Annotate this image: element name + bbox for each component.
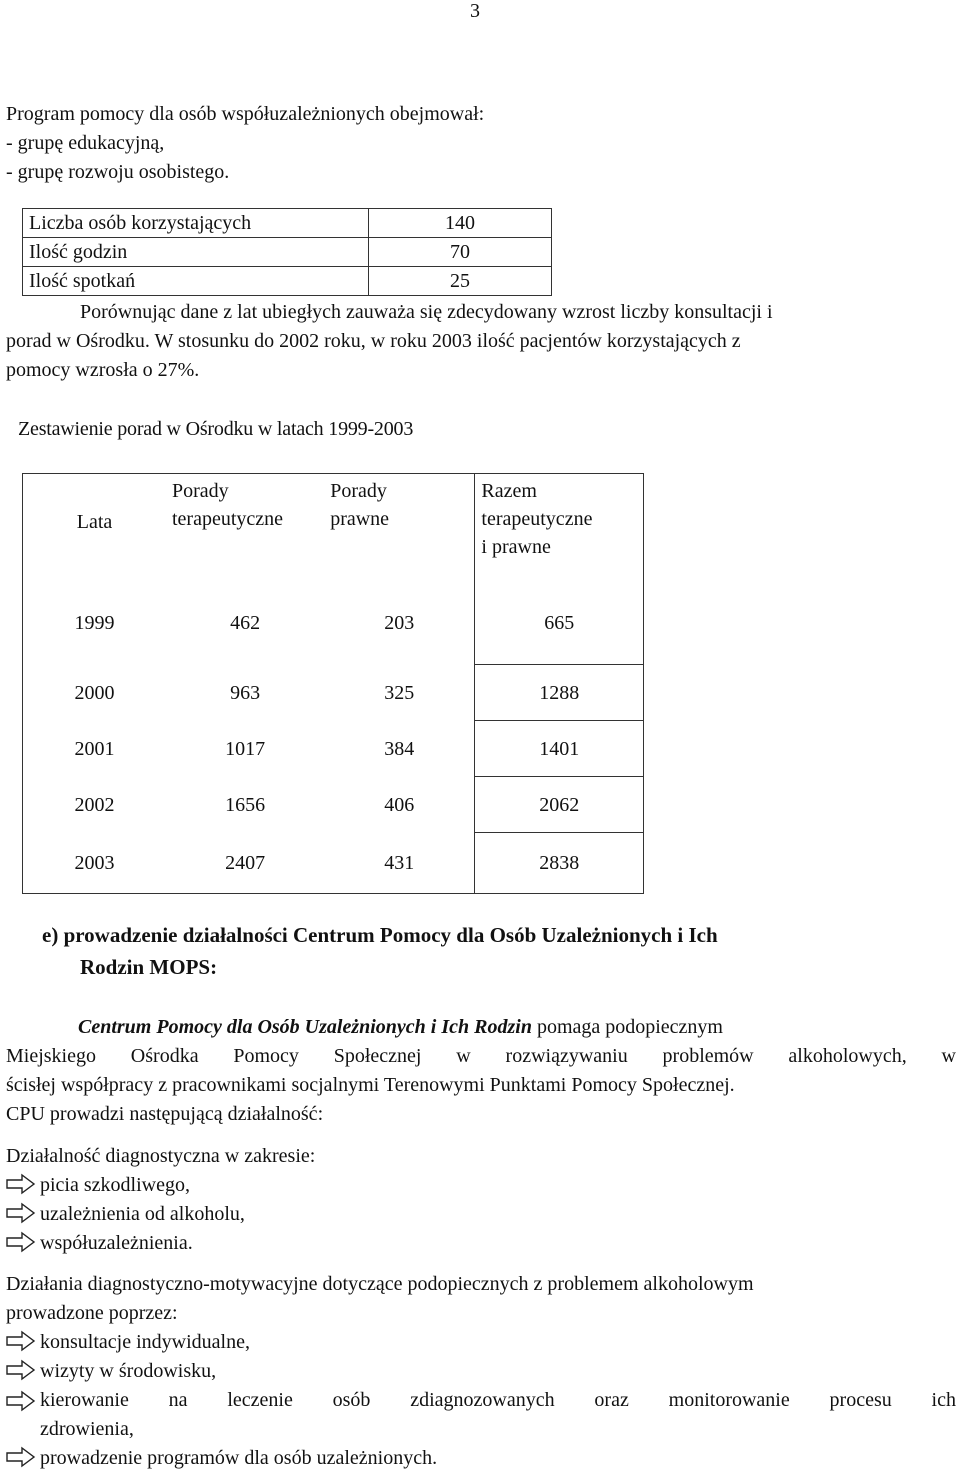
cell-year: 1999 [23, 609, 167, 665]
cell-terap: 963 [230, 681, 261, 704]
page-number: 3 [470, 0, 480, 22]
table-row [23, 665, 644, 721]
list-item-text: konsultacje indywidualne, [40, 1331, 250, 1353]
intro-line-2: - grupę edukacyjną, [6, 132, 165, 154]
cell-terap: 462 [230, 612, 261, 634]
list-item-text: kierowanie na leczenie osób zdiagnozowanych oraz monitorowanie procesu ich [40, 1389, 956, 1411]
cpu-name: Centrum Pomocy dla Osób Uzależnionych i Ich Rodzin [78, 1016, 532, 1038]
cell-prawne: 325 [384, 681, 415, 704]
program-stats-table [22, 208, 552, 296]
header-razem-line-3: i prawne [481, 536, 551, 558]
table-row [23, 833, 644, 894]
para2-line-4: CPU prowadzi następującą działalność: [6, 1103, 324, 1125]
cell-razem: 1401 [475, 721, 644, 777]
table-row [23, 267, 552, 296]
table-row [23, 609, 644, 665]
para1-line-3: pomocy wzrosła o 27%. [6, 359, 200, 381]
arrow-right-icon [6, 1446, 36, 1468]
cell-terap: 1017 [225, 737, 266, 760]
list-item-text: picia szkodliwego, [40, 1174, 190, 1196]
arrow-right-icon [6, 1359, 36, 1381]
motiv-title-line-1: Działania diagnostyczno-motywacyjne dotyczące podopiecznych z problemem alkoholowym [6, 1273, 754, 1295]
header-terap-line-1: Porady [172, 480, 229, 502]
header-prawne-line-1: Porady [330, 480, 387, 502]
header-lata [23, 474, 167, 610]
table-header-row [23, 474, 644, 610]
stat-label: Ilość spotkań [23, 267, 369, 296]
motiv-title-line-2: prowadzone poprzez: [6, 1302, 178, 1324]
list-item [6, 1444, 437, 1473]
stat-label: Ilość godzin [23, 238, 369, 267]
list-item-continuation: zdrowienia, [40, 1418, 134, 1440]
list-item [6, 1357, 216, 1386]
intro-line-1: Program pomocy dla osób współuzależnionych obejmował: [6, 103, 485, 125]
para1-line-1: Porównując dane z lat ubiegłych zauważa się zdecydowany wzrost liczby konsultacji i [80, 301, 773, 323]
cell-prawne: 384 [384, 737, 415, 760]
arrow-right-icon [6, 1231, 36, 1253]
section-e-heading-line-1: e) prowadzenie działalności Centrum Pomocy dla Osób Uzależnionych i Ich [42, 923, 718, 947]
list-item [6, 1386, 956, 1415]
cell-razem: 2062 [475, 777, 644, 833]
cell-year: 2001 [23, 721, 167, 777]
list-item [6, 1200, 245, 1229]
cell-razem: 1288 [475, 665, 644, 721]
header-lata-text: Lata [76, 510, 113, 533]
arrow-right-icon [6, 1330, 36, 1352]
table-row [23, 209, 552, 238]
header-razem-line-1: Razem [481, 480, 537, 502]
para2-line-2: Miejskiego Ośrodka Pomocy Społecznej w rozwiązywaniu problemów alkoholowych, w [6, 1045, 956, 1067]
table-row [23, 777, 644, 833]
stat-value: 25 [369, 267, 552, 296]
header-prawne [324, 474, 475, 610]
header-razem [475, 474, 644, 610]
cell-razem: 2838 [475, 833, 644, 894]
header-prawne-line-2: prawne [330, 508, 390, 530]
intro-line-3: - grupę rozwoju osobistego. [6, 161, 230, 183]
section-e-heading-line-2: Rodzin MOPS: [80, 955, 218, 979]
table-title: Zestawienie porad w Ośrodku w latach 1999-2003 [18, 418, 414, 440]
arrow-right-icon [6, 1202, 36, 1224]
stat-value: 140 [369, 209, 552, 238]
stat-label: Liczba osób korzystających [23, 209, 369, 238]
cell-terap: 1656 [225, 793, 266, 816]
list-item [6, 1328, 250, 1357]
consultations-table [22, 473, 644, 894]
list-item-text: wizyty w środowisku, [40, 1360, 217, 1382]
cell-razem: 665 [475, 609, 644, 665]
list-item-text: współuzależnienia. [40, 1232, 193, 1254]
cell-prawne: 431 [324, 833, 475, 894]
diag-title: Działalność diagnostyczna w zakresie: [6, 1145, 316, 1167]
para2-line-1 [78, 1013, 956, 1042]
cell-prawne: 406 [384, 793, 415, 816]
cell-year: 2003 [23, 833, 167, 894]
arrow-right-icon [6, 1173, 36, 1195]
header-razem-line-2: terapeutyczne [481, 508, 593, 530]
para1-line-2: porad w Ośrodku. W stosunku do 2002 roku, w roku 2003 ilość pacjentów korzystających z [6, 330, 741, 352]
cell-year: 2002 [23, 777, 167, 833]
para2-line-3: ścisłej współpracy z pracownikami socjalnymi Terenowymi Punktami Pomocy Społecznej. [6, 1074, 735, 1096]
list-item [6, 1171, 190, 1200]
list-item-text: uzależnienia od alkoholu, [40, 1203, 245, 1225]
cell-prawne: 203 [384, 612, 415, 634]
stat-value: 70 [369, 238, 552, 267]
list-item-text: prowadzenie programów dla osób uzależnionych. [40, 1447, 438, 1469]
arrow-right-icon [6, 1390, 36, 1412]
table-row [23, 721, 644, 777]
cell-year: 2000 [23, 665, 167, 721]
para2-line-1-rest: pomaga podopiecznym [531, 1016, 723, 1038]
cell-terap: 2407 [166, 833, 324, 894]
list-item [6, 1229, 193, 1258]
table-row [23, 238, 552, 267]
header-terap [166, 474, 324, 610]
header-terap-line-2: terapeutyczne [172, 508, 284, 530]
